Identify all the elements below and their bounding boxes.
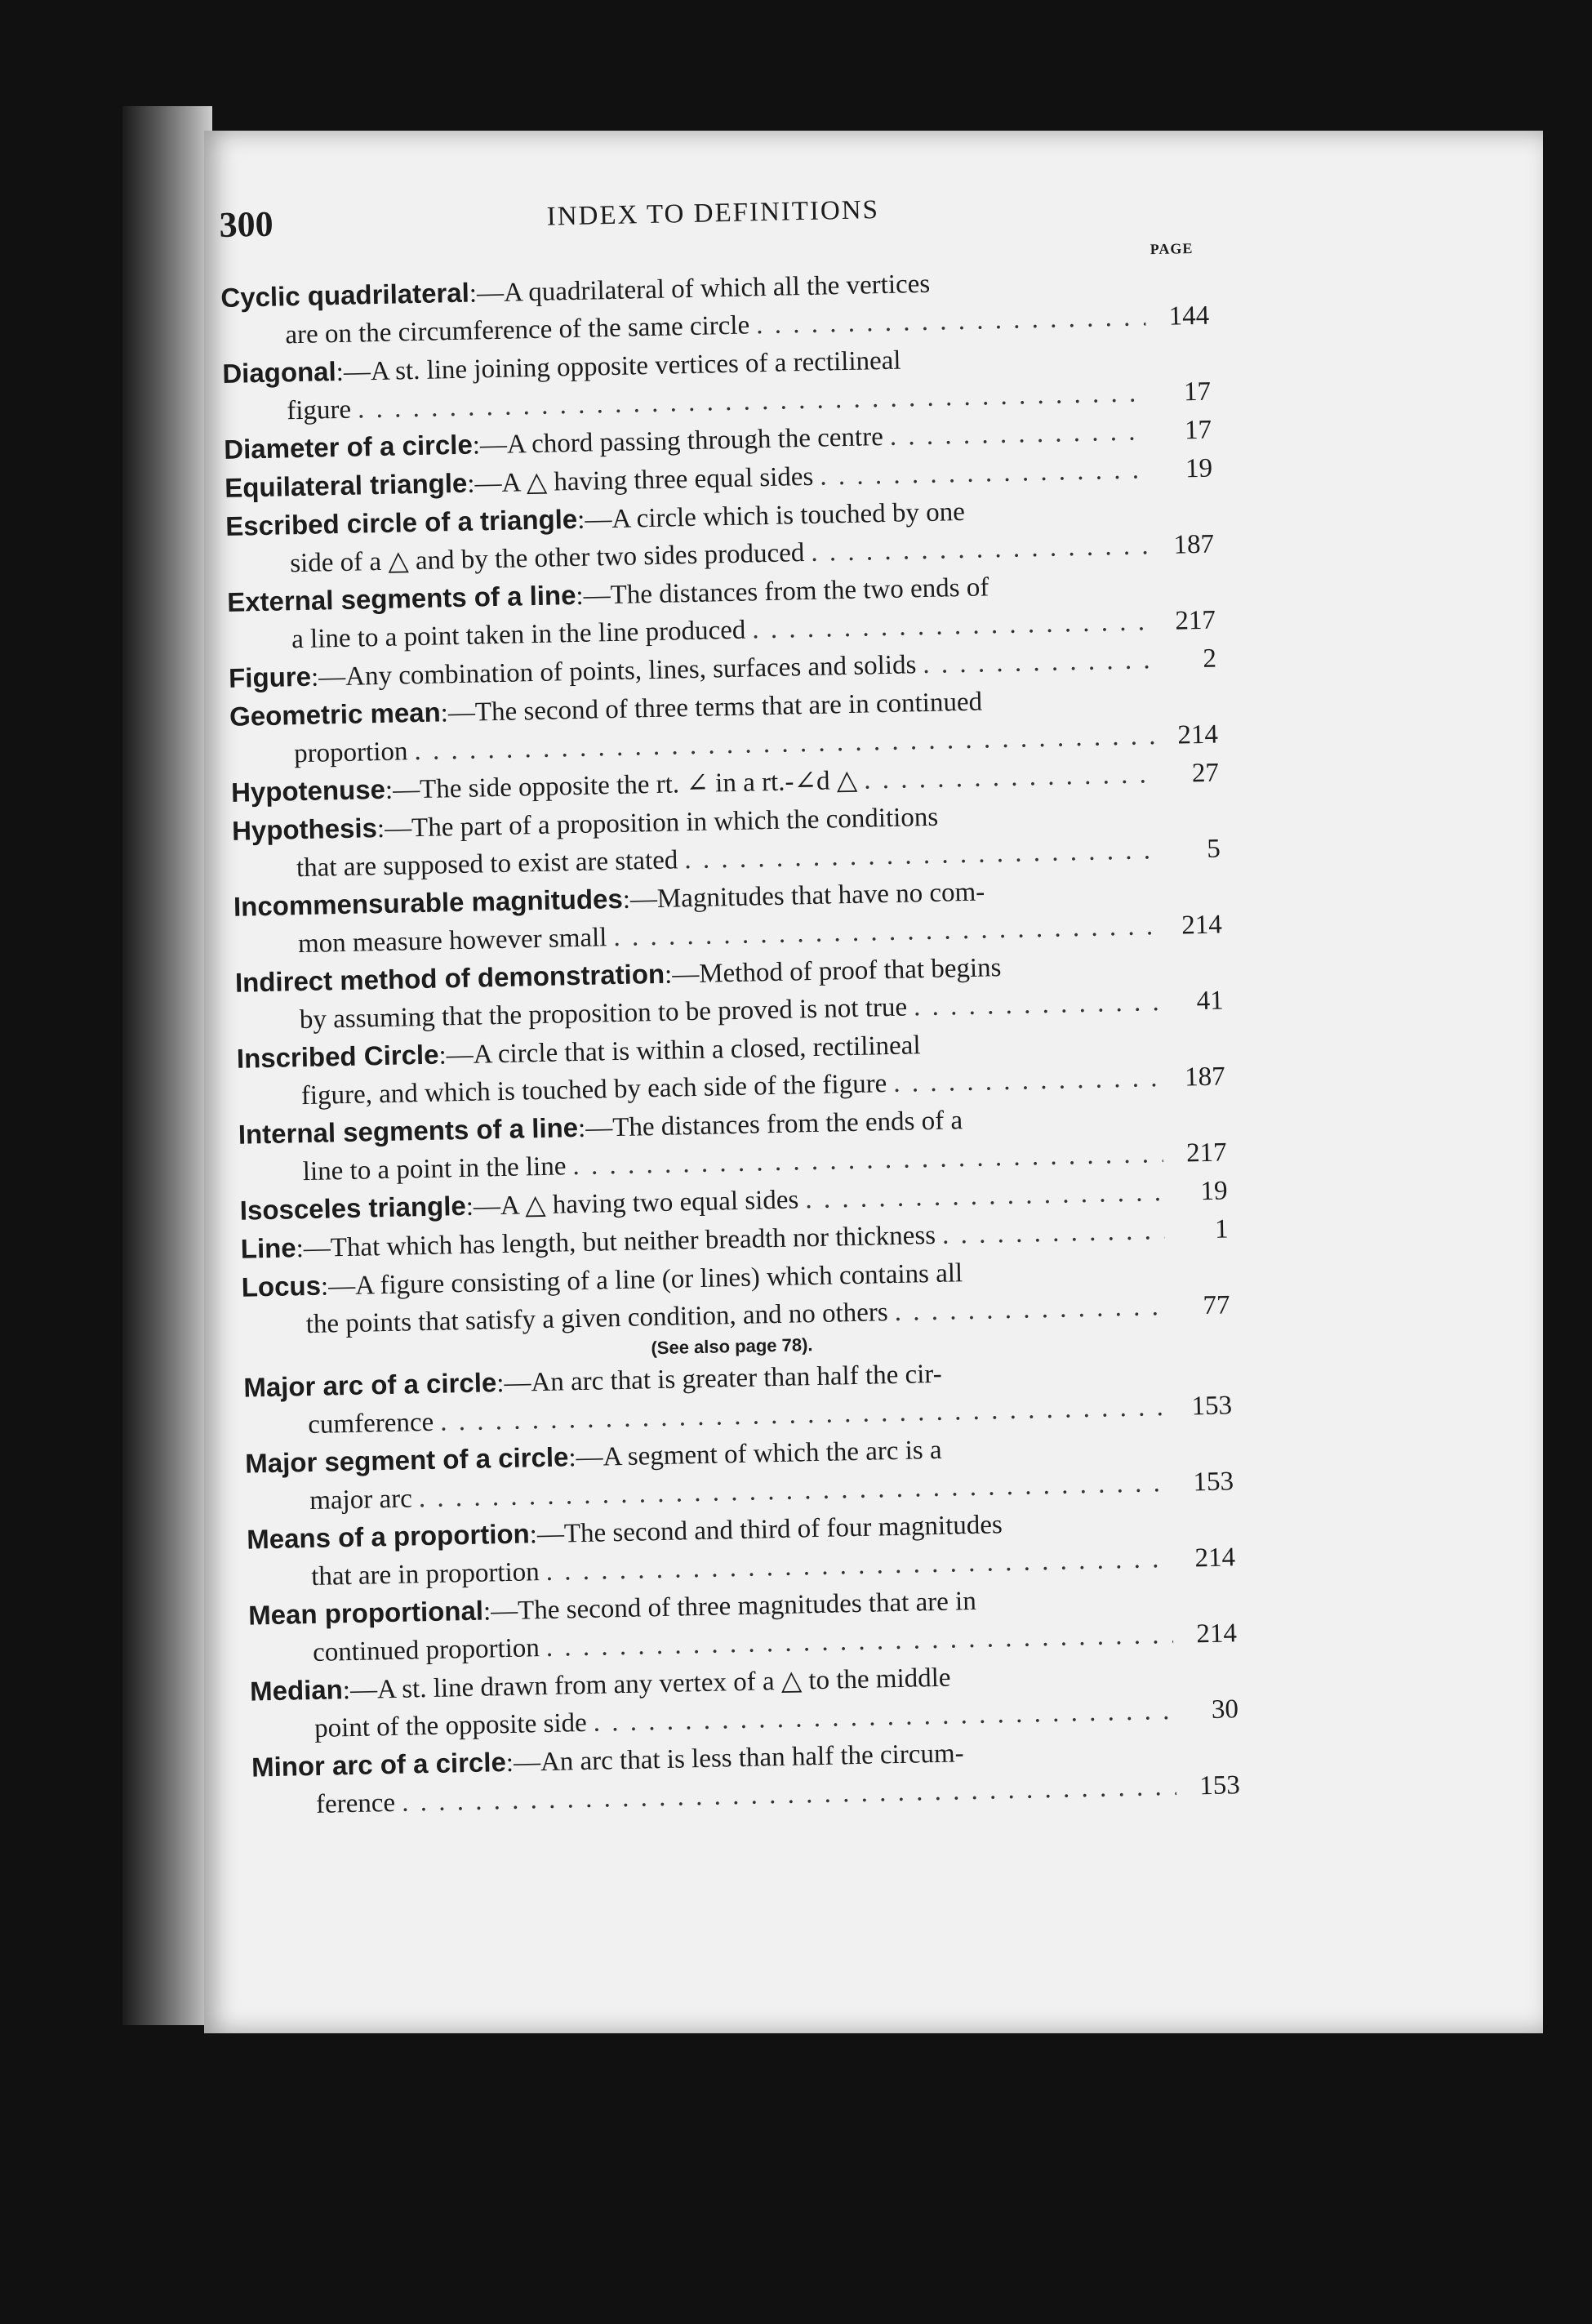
entry-definition-continued: line to a point in the line [302, 1151, 567, 1187]
entry-definition: :—The second of three magnitudes that are in [482, 1586, 977, 1627]
entry-definition: :—The side opposite the rt. ∠ in a rt.-∠d △ [385, 765, 858, 805]
entry-definition: :—The distances from the ends of a [577, 1106, 963, 1144]
leader-dots [914, 983, 1161, 1026]
entry-term: Median [249, 1674, 344, 1707]
entry-definition-continued: proportion [293, 737, 408, 769]
entry-definition: :—The second and third of four magnitudes [529, 1510, 1003, 1550]
entry-page-ref: 27 [1191, 758, 1220, 789]
entry-definition: :—A circle which is touched by one [576, 496, 966, 535]
entry-term: Inscribed Circle [236, 1039, 439, 1074]
entry-definition: :—A △ having three equal sides [466, 461, 814, 499]
entry-term: Line [240, 1232, 297, 1264]
entry-definition-continued: point of the opposite side [314, 1707, 588, 1743]
entry-page-ref: 5 [1206, 834, 1221, 864]
leader-dots [889, 412, 1148, 456]
entry-definition-continued: continued proportion [312, 1633, 540, 1667]
entry-definition: :—Magnitudes that have no com- [622, 877, 985, 915]
entry-page-ref: 41 [1196, 986, 1225, 1017]
definition-list [220, 259, 1240, 1825]
entry-term: Diameter of a circle [223, 429, 474, 465]
leader-dots [894, 1288, 1167, 1331]
entry-term: Figure [228, 661, 312, 693]
entry-definition: :—A chord passing through the centre [472, 422, 884, 461]
entry-term: Diagonal [221, 356, 337, 389]
entry-definition: :—The second of three terms that are in continued [440, 687, 983, 728]
entry-page-ref: 214 [1196, 1618, 1238, 1650]
entry-page-ref: 77 [1203, 1290, 1230, 1321]
entry-page-ref: 153 [1191, 1391, 1233, 1422]
film-edge [122, 106, 212, 2025]
entry-definition-continued: that are in proportion [310, 1557, 540, 1592]
entry-definition: :—Method of proof that begins [664, 953, 1002, 990]
entry-page-ref: 17 [1184, 415, 1212, 446]
entry-definition: :—A st. line drawn from any vertex of a △ to the middle [342, 1663, 951, 1706]
page-column-label: PAGE [1150, 240, 1194, 258]
entry-definition: :—A quadrilateral of which all the vertices [469, 269, 931, 309]
entry-definition-continued: figure [286, 394, 352, 426]
entry-definition: :—A △ having two equal sides [465, 1185, 799, 1222]
entry-term: Mean proportional [247, 1595, 484, 1631]
page-number: 300 [219, 203, 274, 245]
entry-page-ref: 214 [1194, 1543, 1236, 1574]
entry-term: Locus [241, 1270, 322, 1302]
entry-page-ref: 153 [1198, 1770, 1241, 1801]
entry-definition-continued: by assuming that the proposition to be proved is not true [299, 992, 908, 1035]
entry-definition-continued: mon measure however small [297, 923, 607, 959]
entry-definition: :—A st. line joining opposite vertices of a rectilineal [336, 345, 901, 388]
entry-term: Isosceles triangle [239, 1190, 467, 1226]
entry-definition: :—An arc that is greater than half the cir- [496, 1359, 942, 1399]
entry-page-ref: 187 [1173, 529, 1215, 560]
entry-page-ref: 217 [1185, 1138, 1227, 1169]
entry-definition-continued: the points that satisfy a given condition, and no others [305, 1298, 889, 1340]
entry-page-ref: 2 [1203, 643, 1217, 674]
entry-page-ref: 153 [1193, 1467, 1234, 1498]
entry-term: Equilateral triangle [224, 467, 468, 503]
leader-dots [893, 1059, 1162, 1102]
entry-page-ref: 214 [1177, 719, 1219, 750]
entry-definition: :—The part of a proposition in which the conditions [376, 802, 939, 844]
entry-definition: :—That which has length, but neither breadth nor thickness [296, 1220, 936, 1264]
entry-definition-continued: side of a △ and by the other two sides produced [289, 538, 805, 579]
entry-page-ref: 187 [1184, 1062, 1226, 1093]
index-content [219, 184, 1240, 1825]
entry-definition-continued: are on the circumference of the same circle [284, 310, 750, 350]
entry-term: External segments of a line [226, 579, 576, 617]
entry-page-ref: 19 [1200, 1176, 1228, 1207]
entry-term: Indirect method of demonstration [234, 958, 665, 998]
entry-term: Cyclic quadrilateral [220, 277, 470, 313]
entry-term: Geometric mean [229, 697, 442, 732]
see-also-note: (See also page 78). [651, 1334, 813, 1359]
entry-page-ref: 214 [1181, 910, 1223, 941]
entry-definition-continued: ference [315, 1788, 396, 1819]
entry-definition: :—The distances from the two ends of [576, 572, 989, 611]
entry-term: Escribed circle of a triangle [225, 503, 578, 541]
entry-page-ref: 144 [1168, 301, 1210, 332]
entry-definition-continued: a line to a point taken in the line produced [291, 615, 746, 655]
leader-dots [820, 451, 1150, 495]
entry-definition: :—A circle that is within a closed, rectilineal [438, 1031, 921, 1071]
entry-page-ref: 217 [1175, 605, 1216, 636]
entry-page-ref: 17 [1183, 376, 1212, 407]
entry-term: Hypotenuse [230, 773, 386, 808]
entry-term: Internal segments of a line [238, 1112, 579, 1150]
entry-term: Major segment of a circle [244, 1441, 569, 1479]
leader-dots [942, 1212, 1165, 1254]
entry-page-ref: 19 [1185, 453, 1213, 484]
entry-term: Means of a proportion [246, 1518, 531, 1555]
entry-definition: :—An arc that is less than half the circum- [505, 1739, 964, 1779]
entry-definition: :—A segment of which the arc is a [568, 1435, 942, 1473]
entry-page-ref: 1 [1214, 1214, 1229, 1244]
entry-definition: :—Any combination of points, lines, surfaces and solids [310, 650, 917, 692]
page-title: INDEX TO DEFINITIONS [546, 195, 880, 232]
leader-dots [864, 755, 1156, 799]
leader-dots [811, 527, 1151, 572]
entry-term: Major arc of a circle [242, 1367, 497, 1403]
entry-definition-continued: figure, and which is touched by each side of the figure [300, 1069, 887, 1111]
entry-definition: :—A figure consisting of a line (or lines) which contains all [320, 1258, 963, 1302]
entry-definition-continued: that are supposed to exist are stated [296, 845, 678, 884]
entry-definition-continued: cumference [307, 1407, 434, 1440]
entry-term: Minor arc of a circle [251, 1747, 507, 1783]
leader-dots [923, 641, 1154, 683]
entry-definition-continued: major arc [309, 1484, 413, 1516]
entry-page-ref: 30 [1211, 1694, 1239, 1725]
entry-term: Hypothesis [231, 813, 378, 846]
entry-term: Incommensurable magnitudes [233, 883, 624, 922]
leader-dots [805, 1173, 1164, 1218]
